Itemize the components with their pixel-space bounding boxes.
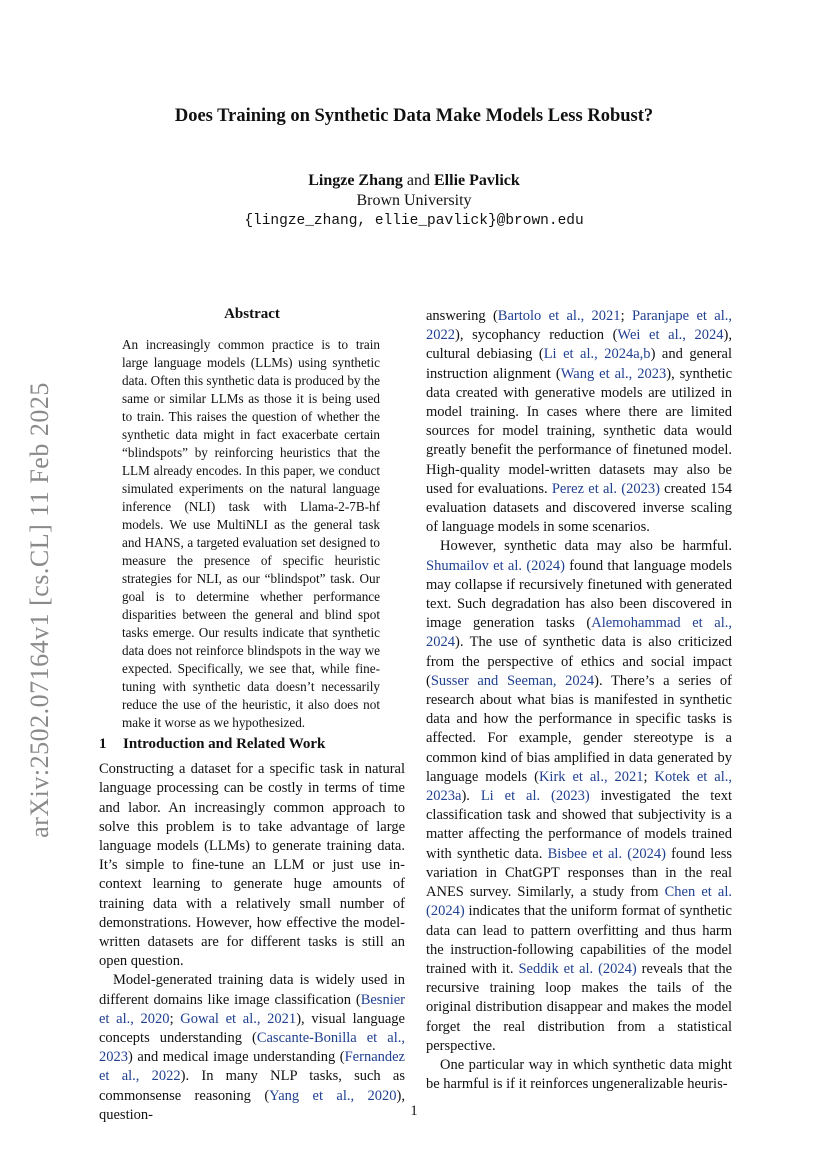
paragraph-intro-4: One particular way in which synthetic data might be harmful is if it reinforces ungeneralizable heuris- <box>426 1056 732 1093</box>
section-heading <box>99 735 405 754</box>
paragraph-text: ). There’s a series of research about what bias is manifested in synthetic data and how the performance in specific tasks is affected. For example, gender stereotype is a common kind of bias amplified in data generated by language models ( <box>426 672 732 785</box>
author-names <box>99 171 729 191</box>
paragraph-intro-2-continued <box>426 307 732 537</box>
citation-link[interactable]: Kirk et al., 2021 <box>538 768 644 785</box>
citation-link[interactable]: Bartolo et al., 2021 <box>497 308 621 324</box>
citation-link[interactable]: Gowal et al., 2021 <box>180 1010 297 1027</box>
citation-link[interactable]: Paranjape et al., 2022 <box>426 308 733 344</box>
author-email: {lingze_zhang, ellie_pavlick}@brown.edu <box>244 213 584 229</box>
paragraph-text: ; <box>620 308 632 324</box>
citation-link[interactable]: Shumailov et al. (2024) <box>426 557 565 574</box>
citation-link[interactable]: Kotek et al., 2023a <box>426 768 732 805</box>
paragraph-text: indicates that the uniform format of synthetic data can lead to pattern overfitting and thus harm the instruction-following capabilities of the model trained with it. <box>426 903 732 977</box>
citation-link[interactable]: Bisbee et al. (2024) <box>547 845 666 862</box>
citation-link[interactable]: Alemohammad et al., 2024 <box>426 615 732 651</box>
section-title: Introduction and Related Work <box>123 736 326 752</box>
paragraph-text: However, synthetic data may also be harmful. <box>440 538 732 555</box>
citation-link[interactable]: Wei et al., 2024 <box>617 327 724 344</box>
paragraph-text: ) and medical image understanding ( <box>128 1049 345 1066</box>
paragraph-text: ). <box>461 788 481 805</box>
citation-link[interactable]: Cascante-Bonilla et al., 2023 <box>99 1030 405 1066</box>
citation-link[interactable]: Wang et al., 2023 <box>560 365 667 382</box>
paragraph-text: ) and general instruction alignment ( <box>426 346 732 382</box>
citation-link[interactable]: Yang et al., 2020 <box>269 1087 397 1104</box>
paragraph-text: ; <box>643 768 655 785</box>
paragraph-text: Model-generated training data is widely used in different domains like image classification ( <box>99 972 405 1008</box>
paragraph-intro-3 <box>426 537 732 1055</box>
author-affiliation: Brown University <box>356 192 472 209</box>
paragraph-text: answering ( <box>426 308 498 324</box>
arxiv-identifier-stamp <box>20 365 60 855</box>
paragraph-text: found that language models may collapse if recursively finetuned with generated text. Such degradation has also been discovered in image generation tasks ( <box>426 557 733 632</box>
author-1: Lingze Zhang <box>308 172 403 189</box>
citation-link[interactable]: Li et al. (2023) <box>480 788 590 805</box>
left-column <box>99 735 405 1125</box>
paragraph-text: ), sycophancy reduction ( <box>455 327 618 344</box>
paragraph-text: ), cultural debiasing ( <box>426 327 732 363</box>
citation-link[interactable]: Chen et al. (2024) <box>426 884 733 920</box>
citation-link[interactable]: Besnier et al., 2020 <box>99 991 405 1027</box>
citation-link[interactable]: Li et al., 2024a,b <box>543 346 651 363</box>
paragraph-text: ), synthetic data created with generative models are utilized in model training. In cases where there are limited sources for model training, synthetic data would greatly benefit the performance of finetuned model. High-quality model-written datasets may also be used for evaluations. <box>426 365 733 497</box>
citation-link[interactable]: Perez et al. (2023) <box>551 480 660 497</box>
author-2: Ellie Pavlick <box>434 172 520 189</box>
page-number: 1 <box>410 1103 418 1119</box>
section-number: 1 <box>99 736 107 752</box>
right-column <box>426 307 732 1094</box>
author-conjunction: and <box>406 172 430 189</box>
paragraph-text: created 154 evaluation datasets and discovered inverse scaling of language models in some scenarios. <box>426 480 732 536</box>
abstract-text: An increasingly common practice is to train large language models (LLMs) using synthetic data. Often this synthetic data is produced by the same or similar LLMs as those it is being used to train. This raises the question of whether the synthetic data might in fact exacerbate certain “blindspots” by reinforcing heuristics that the LLM already encodes. In this paper, we conduct simulated experiments on the natural language inference (NLI) task with Llama-2-7B-hf models. We use MultiNLI as the general task and HANS, a targeted evaluation set designed to measure the presence of specific heuristic strategies for NLI, as our “blindspot” task. Our goal is to determine whether performance disparities between the general and blind spot tasks emerge. Our results indicate that synthetic data does not reinforce blindspots in the way we expected. Specifically, we see that, while fine-tuning with synthetic data doesn’t necessarily reduce the use of the heuristic, it also does not make it worse as we hypothesized. <box>122 337 380 730</box>
paper-title: Does Training on Synthetic Data Make Models Less Robust? <box>174 106 654 126</box>
arxiv-id-text: arXiv:2502.07164v1 [cs.CL] 11 Feb 2025 <box>25 382 54 838</box>
citation-link[interactable]: Susser and Seeman, 2024 <box>430 672 595 689</box>
paragraph-text: ). The use of synthetic data is also criticized from the perspective of ethics and social impact ( <box>426 634 732 689</box>
paragraph-text: ). In many NLP tasks, such as commonsense reasoning ( <box>99 1068 405 1104</box>
paragraph-text: ), question- <box>99 1087 405 1123</box>
paragraph-text: ; <box>169 1010 181 1027</box>
paragraph-text: ), visual language concepts understanding ( <box>99 1010 405 1047</box>
paragraph-text: reveals that the recursive training loop makes the tails of the original distribution disappear and makes the model forget the real distribution from a statistical perspective. <box>426 960 733 1054</box>
citation-link[interactable]: Fernandez et al., 2022 <box>99 1049 405 1085</box>
paragraph-text: found less variation in ChatGPT responses than in the real ANES survey. Similarly, a study from <box>426 845 732 901</box>
author-block <box>99 171 729 231</box>
citation-link[interactable]: Seddik et al. (2024) <box>518 960 637 977</box>
abstract-heading: Abstract <box>224 306 280 322</box>
paragraph-text: investigated the text classification task and showed that subjectivity is a matter affecting the performance of models trained with synthetic data. <box>426 788 732 862</box>
paragraph-intro-1: Constructing a dataset for a specific task in natural language processing can be costly in terms of time and labor. An increasingly common approach to solve this problem is to take advantage of large language models (LLMs) to generate training data. It’s simple to fine-tune an LLM or just use in-context learning to generate huge amounts of training data with a relatively small number of demonstrations. However, how effective the model-written datasets are for different tasks is still an open question. <box>99 761 405 970</box>
